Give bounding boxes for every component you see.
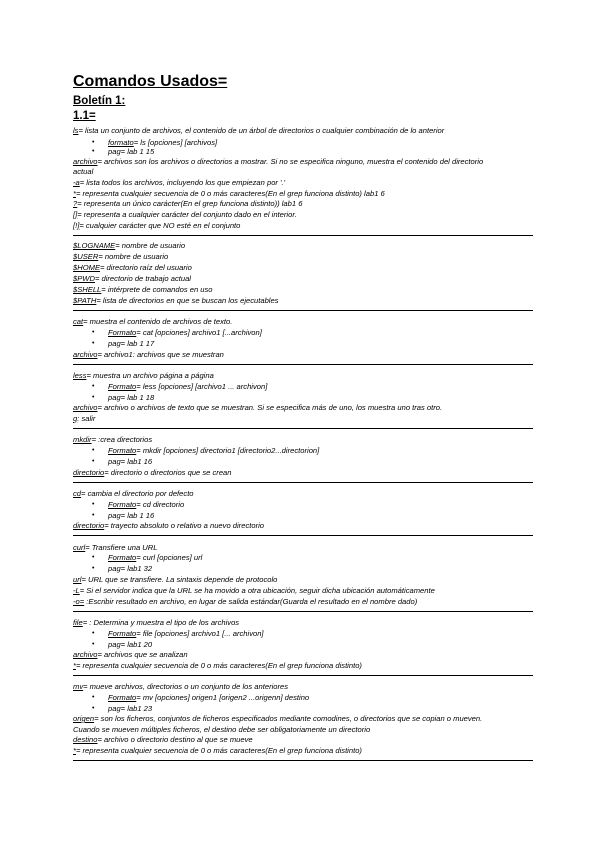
q-desc: : salir: [77, 414, 96, 423]
origen-desc: = son los ficheros, conjuntos de ficheros especificados mediante comodines, o directorios que se copian o mueven.: [94, 714, 483, 723]
var-line: [73, 241, 185, 250]
page-title: Comandos Usados=: [73, 73, 228, 90]
section-heading: 1.1=: [73, 110, 96, 122]
divider: [73, 675, 533, 676]
var-term: $LOGNAME: [73, 241, 116, 250]
ls-nbr: [73, 221, 240, 230]
var-term: $HOME: [73, 263, 101, 272]
q-term: ?: [73, 199, 78, 208]
divider: [73, 235, 533, 236]
cd-desc: = cambia el directorio por defecto: [81, 489, 194, 498]
file-pag: pag= lab1 20: [108, 640, 153, 649]
star-desc: = representa cualquier secuencia de 0 o más caracteres(En el grep funciona distinto): [75, 661, 362, 670]
var-term: $PWD: [73, 274, 95, 283]
star-desc: = representa cualquier secuencia de 0 o más caracteres(En el grep funciona distinto): [75, 746, 362, 755]
var-line: [73, 252, 168, 261]
bullet: •: [92, 148, 95, 155]
L-term: -L: [73, 586, 80, 595]
file-desc: = : Determina y muestra el tipo de los archivos: [82, 618, 240, 627]
br-desc: = representa a cualquier carácter del conjunto dado en el interior.: [77, 210, 297, 219]
bullet: •: [92, 447, 95, 454]
bullet: •: [92, 394, 95, 401]
var-line: [73, 263, 192, 272]
archivo-term: archivo: [73, 350, 98, 359]
cat-line: [73, 317, 232, 326]
mkdir-line: [73, 435, 152, 444]
curl-term: curl: [73, 543, 86, 552]
curl-o: [73, 597, 417, 606]
less-q: [73, 414, 95, 423]
cd-formato: [108, 500, 184, 509]
file-formato: [108, 629, 264, 638]
bullet: •: [92, 458, 95, 465]
formato-term: Formato: [108, 500, 137, 509]
cd-line: [73, 489, 194, 498]
cd-term: cd: [73, 489, 82, 498]
a-desc: = lista todos los archivos, incluyendo los que empiezan por '.': [79, 178, 286, 187]
divider: [73, 760, 533, 761]
less-formato: [108, 382, 267, 391]
mv-pag: pag= lab1 23: [108, 704, 153, 713]
br-term: []: [73, 210, 78, 219]
bullet: •: [92, 630, 95, 637]
cat-desc: = muestra el contenido de archivos de texto.: [83, 317, 233, 326]
mkdir-term: mkdir: [73, 435, 92, 444]
bullet: •: [92, 565, 95, 572]
var-line: [73, 274, 191, 283]
formato-val: = cat [opciones] archivo1 [...archivon]: [136, 328, 262, 337]
less-archivo: [73, 403, 442, 412]
var-desc: = intérprete de comandos en uso: [101, 285, 213, 294]
mv-origen: [73, 714, 482, 723]
star-desc: = representa cualquier secuencia de 0 o más caracteres(En el grep funciona distinto) lab1 6: [75, 189, 385, 198]
a-term: -a: [73, 178, 80, 187]
formato-val: = less [opciones] [archivo1 ... archivon]: [136, 382, 268, 391]
ls-archivo: [73, 157, 483, 166]
var-desc: = nombre de usuario: [115, 241, 186, 250]
less-line: [73, 371, 214, 380]
ls-formato: [108, 138, 217, 147]
ls-term: ls: [73, 126, 79, 135]
bullet: •: [92, 139, 95, 146]
o-desc: :Escribir resultado en archivo, en lugar de salida estándar(Guarda el resultado en el nombre dado): [84, 597, 418, 606]
divider: [73, 482, 533, 483]
ls-archivo-cont: actual: [73, 167, 94, 176]
L-desc: = Si el servidor indica que la URL se ha movido a otra ubicación, seguir dicha ubicación automáticamente: [79, 586, 435, 595]
divider: [73, 535, 533, 536]
url-term: url: [73, 575, 82, 584]
mv-desc: = mueve archivos, directorios o un conjunto de los anteriores: [83, 682, 289, 691]
formato-val: = mkdir [opciones] directorio1 [directorio2...directorion]: [136, 446, 320, 455]
dir-desc: = directorio o directorios que se crean: [104, 468, 232, 477]
formato-val: = curl [opciones] url: [136, 553, 203, 562]
mkdir-desc: = :crea directorios: [91, 435, 153, 444]
ls-pag: pag= lab 1 15: [108, 147, 155, 156]
ls-line: [73, 126, 444, 135]
formato-term: formato: [108, 138, 134, 147]
bullet: •: [92, 329, 95, 336]
formato-val: = mv [opciones] origen1 [origen2 ...origenn] destino: [136, 693, 310, 702]
archivo-desc: = archivo o archivos de texto que se muestran. Si se especifica más de uno, los muestra uno tras otro.: [97, 403, 443, 412]
archivo-term: archivo: [73, 403, 98, 412]
archivo-desc: = archivos son los archivos o directorios a mostrar. Si no se especifica ninguno, muestra el contenido del directorio: [97, 157, 484, 166]
divider: [73, 428, 533, 429]
url-desc: = URL que se transfiere. La sintaxis depende de protocolo: [81, 575, 278, 584]
var-line: [73, 296, 279, 305]
star-term: *: [73, 661, 76, 670]
q-term: q: [73, 414, 78, 423]
bullet: •: [92, 554, 95, 561]
curl-url: [73, 575, 277, 584]
formato-term: Formato: [108, 382, 137, 391]
var-term: $SHELL: [73, 285, 102, 294]
ls-a: [73, 178, 285, 187]
bullet: •: [92, 641, 95, 648]
curl-formato: [108, 553, 202, 562]
var-desc: = directorio raíz del usuario: [100, 263, 192, 272]
var-desc: = lista de directorios en que se buscan los ejecutables: [96, 296, 279, 305]
cat-term: cat: [73, 317, 84, 326]
var-term: $PATH: [73, 296, 97, 305]
star-term: *: [73, 746, 76, 755]
file-line: [73, 618, 239, 627]
formato-val: = ls [opciones] [archivos]: [133, 138, 218, 147]
bullet: •: [92, 340, 95, 347]
archivo-desc: = archivos que se analizan: [97, 650, 188, 659]
bullet: •: [92, 705, 95, 712]
cd-pag: pag= lab 1 16: [108, 511, 155, 520]
formato-val: = file [opciones] archivo1 [... archivon]: [136, 629, 264, 638]
curl-desc: = Transfiere una URL: [85, 543, 158, 552]
formato-term: Formato: [108, 693, 137, 702]
origen-term: origen: [73, 714, 95, 723]
var-desc: = nombre de usuario: [98, 252, 169, 261]
cd-dir: [73, 521, 264, 530]
formato-term: Formato: [108, 328, 137, 337]
dir-desc: = trayecto absoluto o relativo a nuevo directorio: [104, 521, 265, 530]
q-desc: = representa un único carácter(En el grep funciona distinto)) lab1 6: [77, 199, 303, 208]
var-line: [73, 285, 213, 294]
mv-term: mv: [73, 682, 84, 691]
file-term: file: [73, 618, 83, 627]
ls-star: [73, 189, 385, 198]
divider: [73, 611, 533, 612]
formato-val: = cd directorio: [136, 500, 185, 509]
formato-term: Formato: [108, 553, 137, 562]
mkdir-pag: pag= lab1 16: [108, 457, 153, 466]
curl-line: [73, 543, 158, 552]
mv-formato: [108, 693, 309, 702]
bullet: •: [92, 512, 95, 519]
var-term: $USER: [73, 252, 99, 261]
bullet: •: [92, 694, 95, 701]
ls-desc: = lista un conjunto de archivos, el contenido de un árbol de directorios o cualquier combinación de lo anterior: [78, 126, 445, 135]
ls-br: [73, 210, 297, 219]
formato-term: Formato: [108, 629, 137, 638]
archivo-term: archivo: [73, 650, 98, 659]
archivo-desc: = archivo1: archivos que se muestran: [97, 350, 224, 359]
mv-line: [73, 682, 288, 691]
mv-star: [73, 746, 362, 755]
nbr-term: [!]: [73, 221, 80, 230]
ls-q: [73, 199, 302, 208]
curl-L: [73, 586, 435, 595]
dir-term: directorio: [73, 521, 105, 530]
boletin-heading: Boletín 1:: [73, 95, 126, 107]
destino-desc: = archivo o directorio destino al que se mueve: [97, 735, 253, 744]
var-desc: = directorio de trabajo actual: [94, 274, 191, 283]
cat-archivo: [73, 350, 224, 359]
curl-pag: pag= lab1 32: [108, 564, 153, 573]
less-pag: pag= lab 1 18: [108, 393, 155, 402]
less-desc: = muestra un archivo página a página: [86, 371, 214, 380]
nbr-desc: = cualquier carácter que NO esté en el conjunto: [79, 221, 241, 230]
dir-term: directorio: [73, 468, 105, 477]
divider: [73, 310, 533, 311]
file-star: [73, 661, 362, 670]
destino-term: destino: [73, 735, 98, 744]
mkdir-dir: [73, 468, 232, 477]
cat-pag: pag= lab 1 17: [108, 339, 155, 348]
file-archivo: [73, 650, 188, 659]
less-term: less: [73, 371, 87, 380]
o-term: -o=: [73, 597, 85, 606]
archivo-term: archivo: [73, 157, 98, 166]
bullet: •: [92, 383, 95, 390]
mv-line2: Cuando se mueven múltiples ficheros, el destino debe ser obligatoriamente un directorio: [73, 725, 371, 734]
star-term: *: [73, 189, 76, 198]
divider: [73, 364, 533, 365]
bullet: •: [92, 501, 95, 508]
mv-destino: [73, 735, 253, 744]
mkdir-formato: [108, 446, 319, 455]
formato-term: Formato: [108, 446, 137, 455]
cat-formato: [108, 328, 262, 337]
